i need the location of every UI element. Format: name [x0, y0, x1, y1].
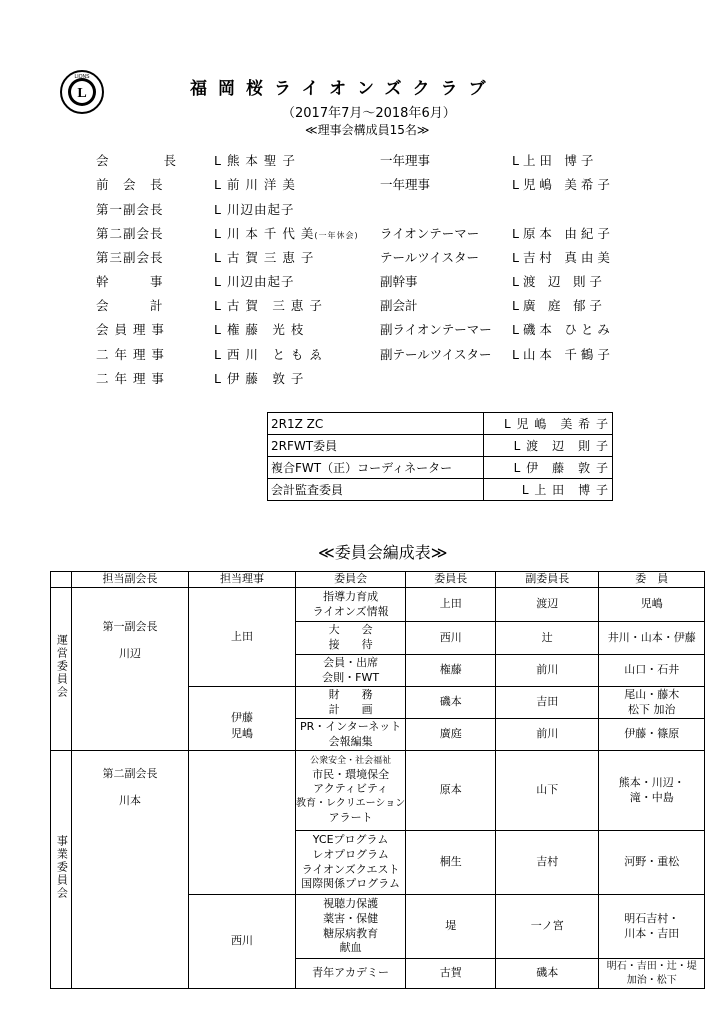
club-title: 福岡桜ライオンズクラブ	[190, 79, 497, 99]
committee-cell: YCEプログラム レオプログラム ライオンズクエスト 国際関係プログラム	[296, 831, 406, 895]
members-cell: 明石・吉田・辻・堤 加治・松下	[599, 959, 705, 989]
name-cell: L 上 田 博 子	[484, 479, 613, 501]
header-cell: 委員長	[406, 572, 496, 588]
header-cell: 委 員	[599, 572, 705, 588]
table-row	[268, 479, 613, 501]
position-cell: 複合FWT（正）コーディネーター	[268, 457, 484, 479]
roster-name: L 廣 庭 郁 子	[512, 298, 602, 313]
members-cell: 熊本・川辺・ 滝・中島	[599, 751, 705, 831]
vice-chair-cell: 磯本	[496, 959, 599, 989]
members-cell: 井川・山本・伊藤	[599, 622, 705, 655]
table-header-row	[51, 572, 705, 588]
position-cell: 会計監査委員	[268, 479, 484, 501]
roster-role: 副テールツイスター	[380, 347, 492, 362]
roster-role: 会 員 理 事	[96, 322, 165, 337]
roster-name: L 西 川 と も ゑ	[214, 347, 323, 362]
header-cell: 委員会	[296, 572, 406, 588]
roster-name: L 古 賀 三 恵 子	[214, 298, 323, 313]
svg-text:LIONS: LIONS	[74, 74, 90, 80]
roster-role: 一年理事	[380, 177, 431, 192]
roster-name: L 伊 藤 敦 子	[214, 371, 305, 386]
roster-role: 一年理事	[380, 153, 431, 168]
vice-chair-cell: 山下	[496, 751, 599, 831]
committee-cell: 公衆安全・社会福祉 市民・環境保全 アクティビティ 教育・レクリエーション アラート	[296, 751, 406, 831]
chair-cell: 西川	[406, 622, 496, 655]
chair-cell: 上田	[406, 588, 496, 622]
roster-role: 副会計	[380, 298, 418, 313]
members-cell: 児嶋	[599, 588, 705, 622]
name-cell: L 伊 藤 敦 子	[484, 457, 613, 479]
committee-cell: 財 務 計 画	[296, 687, 406, 719]
director-cell: 上田	[189, 588, 296, 687]
roster-role: テールツイスター	[380, 250, 480, 265]
roster-role: 第三副会長	[96, 250, 164, 265]
vice-chair-cell: 辻	[496, 622, 599, 655]
roster-role: 副ライオンテーマー	[380, 322, 492, 337]
table-row	[268, 435, 613, 457]
vice-chair-cell: 吉田	[496, 687, 599, 719]
roster-role: 二 年 理 事	[96, 347, 165, 362]
roster-name: L 磯 本 ひ と み	[512, 322, 610, 337]
vp-cell: 第一副会長 川辺	[72, 588, 189, 751]
header-cell: 担当副会長	[72, 572, 189, 588]
vice-chair-cell: 前川	[496, 655, 599, 687]
roster-name: L 権 藤 光 枝	[214, 322, 305, 337]
committee-cell: 大 会 接 待	[296, 622, 406, 655]
committee-section-title: ≪委員会編成表≫	[318, 543, 448, 562]
roster-name: L 吉 村 真 由 美	[512, 250, 610, 265]
director-cell: 伊藤	[189, 687, 296, 751]
members-cell: 尾山・藤木 松下 加治	[599, 687, 705, 719]
roster-name: L 山 本 千 鶴 子	[512, 347, 610, 362]
roster-name: L 川 本 千 代 美(一年休会)	[214, 226, 359, 241]
chair-cell: 桐生	[406, 831, 496, 895]
vice-chair-cell: 一ノ宮	[496, 895, 599, 959]
vice-chair-cell: 前川	[496, 719, 599, 751]
vp-cell: 第二副会長 川本	[72, 751, 189, 989]
position-cell: 2RFWT委員	[268, 435, 484, 457]
members-cell: 明石吉村・ 川本・吉田	[599, 895, 705, 959]
roster-role: 二 年 理 事	[96, 371, 165, 386]
roster-name: L 児 嶋 美 希 子	[512, 177, 610, 192]
roster-name: L 上 田 博 子	[512, 153, 594, 168]
director-cell: 児嶋	[189, 751, 296, 895]
committee-table	[50, 571, 705, 989]
group-label: 事業委員会	[51, 751, 72, 989]
lions-club-logo	[60, 70, 104, 114]
members-cell: 山口・石井	[599, 655, 705, 687]
leave-note: (一年休会)	[314, 231, 359, 240]
name-cell: L 児 嶋 美 希 子	[484, 413, 613, 435]
roster-name: L 前 川 洋 美	[214, 177, 296, 192]
chair-cell: 廣庭	[406, 719, 496, 751]
roster-role: 会 計	[96, 298, 164, 313]
vice-chair-cell: 吉村	[496, 831, 599, 895]
roster-role: 前 会 長	[96, 177, 164, 192]
committee-cell: PR・インターネット 会報編集	[296, 719, 406, 751]
header-cell: 副委員長	[496, 572, 599, 588]
name-cell: L 渡 辺 則 子	[484, 435, 613, 457]
chair-cell: 原本	[406, 751, 496, 831]
chair-cell: 磯本	[406, 687, 496, 719]
header-cell: 担当理事	[189, 572, 296, 588]
board-member-count: ≪理事会構成員15名≫	[305, 123, 430, 137]
roster-role: ライオンテーマー	[380, 226, 480, 241]
roster-role: 副幹事	[380, 274, 418, 289]
vice-chair-cell: 渡辺	[496, 588, 599, 622]
roster-name: L 川辺由起子	[214, 202, 295, 217]
chair-cell: 権藤	[406, 655, 496, 687]
committee-cell: 会員・出席 会則・FWT	[296, 655, 406, 687]
director-cell: 西川	[189, 895, 296, 989]
group-label: 運営委員会	[51, 588, 72, 751]
table-row	[268, 457, 613, 479]
zone-positions-table	[267, 412, 613, 501]
roster-role: 会 長	[96, 153, 178, 168]
header-cell	[51, 572, 72, 588]
roster-name: L 古 賀 三 恵 子	[214, 250, 315, 265]
members-cell: 河野・重松	[599, 831, 705, 895]
table-row	[268, 413, 613, 435]
roster-name: L 渡 辺 則 子	[512, 274, 602, 289]
roster-name: L 原 本 由 紀 子	[512, 226, 610, 241]
table-row	[51, 588, 705, 622]
committee-cell: 青年アカデミー	[296, 959, 406, 989]
roster-role: 第二副会長	[96, 226, 164, 241]
term-period: （2017年7月～2018年6月）	[282, 106, 456, 121]
position-cell: 2R1Z ZC	[268, 413, 484, 435]
members-cell: 伊藤・篠原	[599, 719, 705, 751]
roster-role: 幹 事	[96, 274, 164, 289]
svg-text:L: L	[77, 86, 87, 101]
committee-cell: 視聴力保護 薬害・保健 糖尿病教育 献血	[296, 895, 406, 959]
roster-name: L 川辺由起子	[214, 274, 295, 289]
roster-role: 第一副会長	[96, 202, 164, 217]
table-row	[51, 751, 705, 831]
chair-cell: 堤	[406, 895, 496, 959]
roster-name: L 熊 本 聖 子	[214, 153, 296, 168]
chair-cell: 古賀	[406, 959, 496, 989]
committee-cell: 指導力育成 ライオンズ情報	[296, 588, 406, 622]
